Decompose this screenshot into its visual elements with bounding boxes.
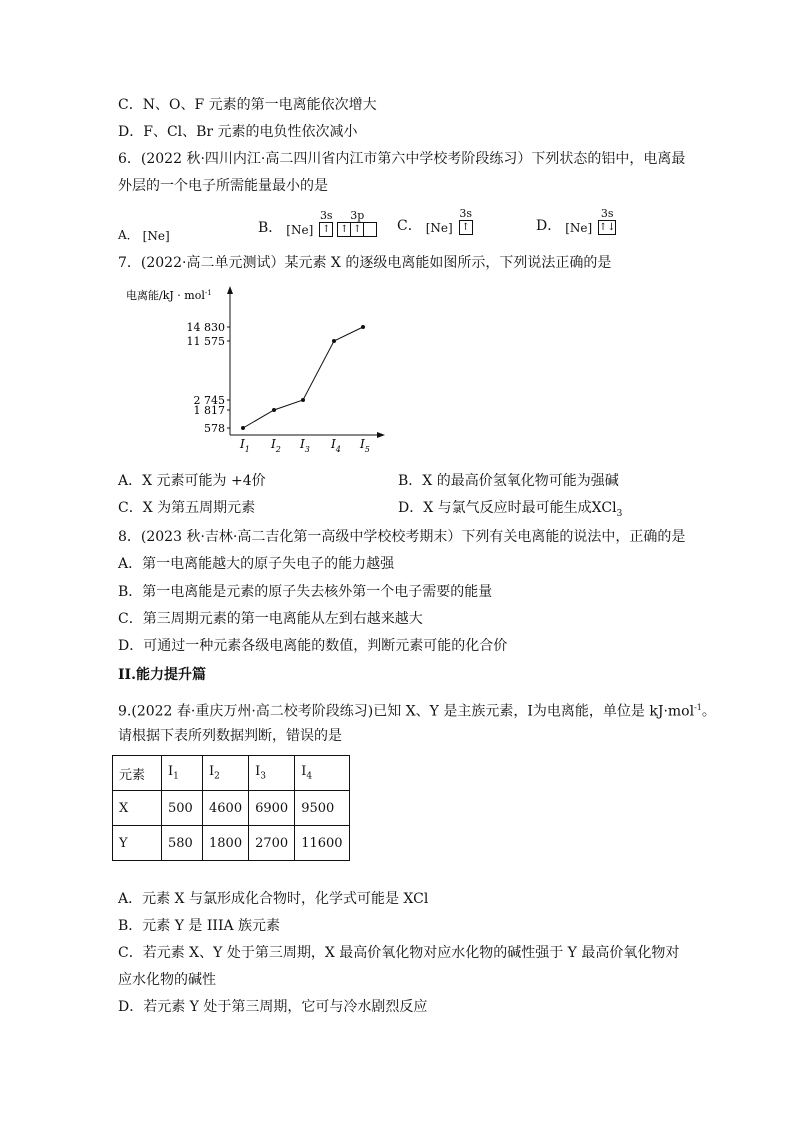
table-row [113, 791, 350, 826]
data-point [301, 398, 305, 402]
section-heading: II.能力提升篇 [118, 667, 206, 683]
q7-stem: 7．(2022·高二单元测试）某元素 X 的逐级电离能如图所示，下列说法正确的是 [118, 255, 612, 271]
series-line [243, 327, 363, 428]
q5-option-c: C．N、O、F 元素的第一电离能依次增大 [118, 97, 377, 113]
q7-option-d-text: D．X 与氯气反应时最可能生成 [398, 500, 592, 516]
q9-stem-text: 9.(2022 春·重庆万州·高二校考阶段练习)已知 X、Y 是主族元素，I为电离能，单位是 kJ·mol [118, 703, 695, 720]
table-header-row [113, 756, 350, 791]
ionization-table [112, 755, 350, 861]
table-cell: X [113, 791, 162, 826]
x-axis-arrow-icon [377, 432, 385, 438]
q6-stem-line1: 6．(2022 秋·四川内江·高二四川省内江市第六中学校考阶段练习）下列状态的铝中，电离最 [118, 151, 686, 167]
up-arrow-icon: ↑ [322, 224, 331, 235]
q8-option-a: A．第一电离能越大的原子失电子的能力越强 [118, 556, 395, 572]
ne-core: [Ne] [425, 221, 453, 235]
table-header-cell: 元素 [113, 756, 162, 791]
table-cell: 4600 [203, 791, 249, 826]
table-row [113, 826, 350, 861]
x-tick-label: $I_3$ [300, 437, 310, 454]
table-cell: 9500 [295, 791, 349, 826]
q9-option-b: B．元素 Y 是 IIIA 族元素 [118, 918, 281, 934]
q7-option-d [398, 498, 622, 524]
up-down-arrow-icon: ↑↓ [598, 222, 616, 233]
y-tick-label: 14 830 [186, 321, 225, 334]
q8-option-b: B．第一电离能是元素的原子失去核外第一个电子需要的能量 [118, 584, 493, 600]
q7-option-c: C．X 为第五周期元素 [118, 500, 256, 516]
table-header-cell: $I_3$ [249, 756, 295, 791]
q6-option-d [536, 208, 616, 235]
orbital-3s [319, 210, 333, 237]
q9-stem-end: 。 [701, 703, 716, 720]
q6-option-c-letter: C． [397, 218, 422, 234]
q6-option-a-config: [Ne] [142, 229, 170, 243]
orbital-3s [459, 208, 473, 235]
table-header-cell: $I_2$ [203, 756, 249, 791]
y-tick-label: 2 745 [193, 394, 225, 407]
data-point [332, 339, 336, 343]
orbital-3s-label: 3s [600, 207, 614, 220]
table-header-cell: $I_4$ [295, 756, 349, 791]
q9-option-c-line2: 应水化物的碱性 [118, 972, 216, 988]
table-cell: 2700 [249, 826, 295, 861]
table-cell: 580 [162, 826, 203, 861]
orbital-3p [337, 210, 377, 237]
y-axis-arrow-icon [227, 286, 233, 294]
table-cell: 500 [162, 791, 203, 826]
q6-stem-line2: 外层的一个电子所需能量最小的是 [118, 178, 328, 194]
q5-option-d: D．F、Cl、Br 元素的电负性依次减小 [118, 124, 358, 140]
up-arrow-icon: ↑ [340, 224, 349, 235]
table-header-cell: $I_1$ [162, 756, 203, 791]
up-arrow-icon: ↑ [350, 223, 363, 236]
y-tick-label: 11 575 [186, 335, 225, 348]
table-cell: 1800 [203, 826, 249, 861]
orbital-3p-label: 3p [350, 209, 365, 222]
q8-option-d: D．可通过一种元素各级电离能的数值，判断元素可能的化合价 [118, 638, 508, 654]
data-point [241, 426, 245, 430]
ne-core: [Ne] [286, 223, 314, 237]
x-tick-label: $I_2$ [271, 437, 281, 454]
q8-option-c: C．第三周期元素的第一电离能从左到右越来越大 [118, 611, 423, 627]
data-point [361, 325, 365, 329]
x-tick-label: $I_5$ [360, 437, 370, 454]
ne-core: [Ne] [565, 221, 593, 235]
q9-stem-sup: -1 [694, 703, 702, 712]
orbital-3s-label: 3s [459, 207, 473, 220]
y-tick-label: 1 817 [193, 404, 225, 417]
x-tick-label: $I_1$ [240, 437, 250, 454]
q6-option-d-letter: D． [536, 218, 562, 234]
q9-option-d: D．若元素 Y 处于第三周期，它可与冷水剧烈反应 [118, 999, 428, 1015]
orbital-3s [598, 208, 616, 235]
q9-stem-line1 [118, 698, 716, 722]
table-cell: Y [113, 826, 162, 861]
chart-ylabel: 电离能/kJ · mol$^{-1}$ [126, 289, 212, 302]
q7-option-d-formula: XCl [591, 500, 617, 516]
up-arrow-icon: ↑ [461, 222, 470, 233]
orbital-3s-label: 3s [319, 209, 333, 222]
q6-option-b-letter: B． [258, 220, 283, 236]
q9-stem-line2: 请根据下表所列数据判断，错误的是 [118, 728, 342, 744]
data-point [272, 408, 276, 412]
x-tick-label: $I_4$ [331, 437, 341, 454]
q6-option-a [118, 226, 170, 243]
q8-stem: 8．(2023 秋·吉林·高二吉化第一高级中学校校考期末）下列有关电离能的说法中，正确的是 [118, 529, 686, 545]
table-cell: 11600 [295, 826, 349, 861]
empty-orbital-box [363, 223, 376, 236]
q7-option-d-sub: 3 [616, 508, 623, 519]
q9-option-c-line1: C．若元素 X、Y 处于第三周期，X 最高价氧化物对应水化物的碱性强于 Y 最高价氧化物对 [118, 945, 680, 961]
y-tick-label: 578 [204, 422, 225, 435]
q7-option-a: A．X 元素可能为 +4价 [118, 473, 266, 489]
q6-option-c [397, 208, 473, 235]
q6-option-a-letter: A． [118, 228, 139, 242]
q9-option-a: A．元素 X 与氯形成化合物时，化学式可能是 XCl [118, 891, 429, 907]
ionization-energy-chart [118, 282, 398, 462]
q7-option-b: B．X 的最高价氢氧化物可能为强碱 [398, 473, 619, 489]
q6-option-b [258, 210, 377, 237]
table-cell: 6900 [249, 791, 295, 826]
